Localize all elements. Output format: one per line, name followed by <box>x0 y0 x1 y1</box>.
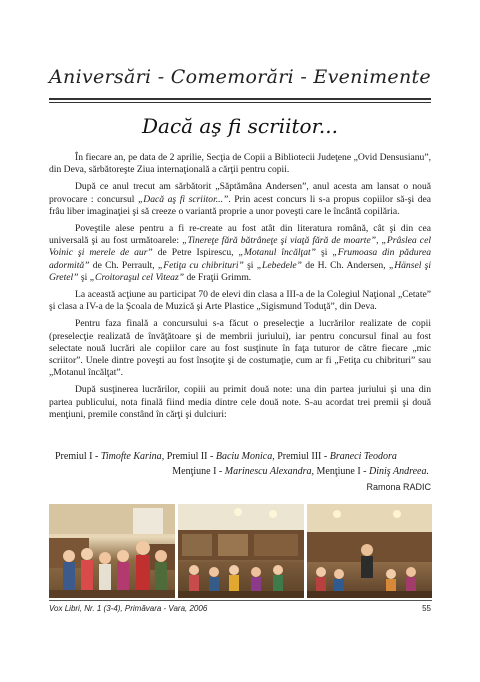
paragraph-5: Pentru faza finală a concursului s-a făcut o preselecţie a lucrărilor realizate de copii (preselecţie realizată de învăţătoare şi de membrii juriului), iar pentru concursul final au fost selectate nouă lucrări ale copiilor care au fost susţinute în faţa tuturor de către fiecare „mic scriitor”. Unele dintre poveşti au fost însoţite şi de costumaţie, cum ar fi „Fetiţa cu chibrituri” sau „Motanul încălţat”. <box>49 318 431 379</box>
p2-contest-name: „Dacă aş fi scriitor...” <box>137 193 229 205</box>
mention-1-label: Menţiune I - <box>172 466 225 477</box>
prize-1-winner: Timofte Karina <box>100 451 162 462</box>
prize-2-winner: Baciu Monica <box>215 451 273 462</box>
event-photo-3 <box>307 504 432 598</box>
prize-list <box>49 449 431 479</box>
prize-2-label: , Premiul II - <box>161 451 216 462</box>
journal-citation: Vox Libri, Nr. 1 (3-4), Primăvara - Vara, 2006 <box>49 604 208 613</box>
story-title-5: „Fetiţa cu chibrituri” <box>157 259 244 271</box>
page-number: 55 <box>422 604 431 613</box>
paragraph-6: După susţinerea lucrărilor, copiii au primit două note: una din partea juriului şi una din partea publicului, nota finală fiind media dintre cele două note. S-au acordat trei premii şi două menţiuni, premile constând în cărţi şi dulciuri: <box>49 384 431 420</box>
prize-3-winner: Braneci Teodora <box>329 451 397 462</box>
mention-line <box>49 464 431 479</box>
p2-text-b: . Prin acest concurs li s-a propus copiilor să-şi dea frâu liber imaginaţiei şi să creeze o variantă proprie a unor poveşti care le încântă copilăria. <box>49 193 432 217</box>
story-title-1: „Tinereţe fără bătrâneţe şi viaţă fără de moarte” <box>182 235 377 247</box>
story-title-7: „Hänsel şi Gretel” <box>49 259 432 283</box>
p3-text-a: Poveştile alese pentru a fi re-create au fost atât din literatura română, cât şi din cea universală şi au fost următoarele: <box>49 223 431 247</box>
story-title-8: „Croitoraşul cel Viteaz” <box>89 271 185 283</box>
p3-sep-2: şi <box>316 247 333 259</box>
p3-sep-1: , <box>376 235 382 247</box>
footer-rule <box>49 600 432 601</box>
event-photo-1 <box>49 504 175 598</box>
header-rule-thin <box>49 102 431 103</box>
prize-1-label: Premiul I - <box>55 451 101 462</box>
section-heading: Aniversări - Comemorări - Evenimente <box>49 66 431 88</box>
mention-2-winner: Diniş Andreea. <box>369 466 429 477</box>
story-title-6: „Lebedele” <box>256 259 303 271</box>
paragraph-1: În fiecare an, pe data de 2 aprilie, Secţia de Copii a Bibliotecii Judeţene „Ovid Densusianu”, din Deva, sărbătoreşte Ziua internaţională a cărţii pentru copii. <box>49 152 431 176</box>
photo-3-scene <box>307 504 432 598</box>
p3-sep-4: şi <box>78 271 90 283</box>
photo-1-scene <box>49 504 175 598</box>
paragraph-4: La această acţiune au participat 70 de elevi din clasa a III-a de la Colegiul Naţional „Cetate” şi clasa a IV-a de la Şcoala de Muzică şi Arte Plastice „Sigismund Toduţă”, din Deva. <box>49 289 431 313</box>
photo-2-scene <box>178 504 304 598</box>
story-title-2: „Prâslea cel Voinic şi merele de aur” <box>49 235 431 259</box>
p3-text-c: de Ch. Perrault, <box>89 259 158 271</box>
mention-1-winner: Marinescu Alexandra <box>224 466 312 477</box>
p3-text-e: de Fraţii Grimm. <box>184 271 252 283</box>
article-title: Dacă aş fi scriitor... <box>141 114 338 138</box>
p3-text-b: de Petre Ispirescu, <box>152 247 239 259</box>
paragraph-2 <box>49 181 431 218</box>
header-rule-thick <box>49 98 431 100</box>
mention-2-label: , Menţiune I - <box>311 466 369 477</box>
p3-sep-3: şi <box>243 259 257 271</box>
prize-line <box>49 449 431 464</box>
story-title-3: „Motanul încălţat” <box>238 247 316 259</box>
paragraph-3 <box>49 223 431 284</box>
article-body <box>49 152 431 426</box>
article-author: Ramona RADIC <box>366 482 431 492</box>
p2-text-a: După ce anul trecut am sărbătorit „Săptămâna Andersen”, anul acesta am lansat o nouă provocare : concursul <box>49 181 431 205</box>
prize-3-label: , Premiul III - <box>272 451 330 462</box>
story-title-4: „Frumoasa din pădurea adormită” <box>49 247 431 271</box>
p3-text-d: de H. Ch. Andersen, <box>302 259 389 271</box>
event-photo-2 <box>178 504 304 598</box>
